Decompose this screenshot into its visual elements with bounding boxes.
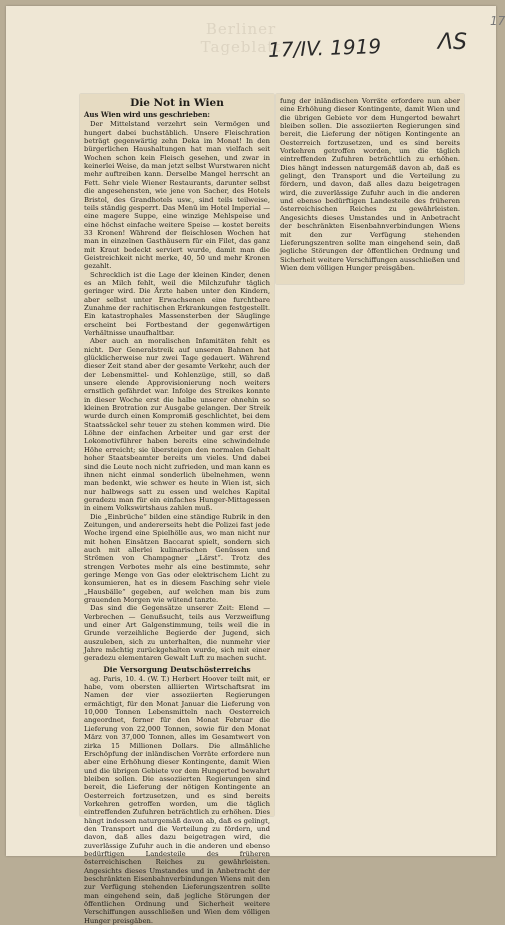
handwritten-reference: ΛS <box>438 30 468 55</box>
section-paragraph: ag. Paris, 10. 4. (W. T.) Herbert Hoover teilt mit, er habe, vom obersten alliierten Wirtschaftsrat im Namen der vier assoziierten Regierungen ermächtigt, für den Monat Januar die Lieferung von 10,000 Tonnen Lebensmitteln nach Oesterreich angeordnet, ferner für den Monat Februar die Lieferung von 22,000 Tonnen, sowie für den Monat März von 37,000 Tonnen, alles im Gesamtwert von zirka 15 Millionen Dollars. Die allmähliche Erschöpfung der inländischen Vorräte erfordere nun aber eine Erhöhung dieser Kontingente, damit Wien und die übrigen Gebiete vor dem Hungertod bewahrt bleiben sollen. Die assoziierten Regierungen sind bereit, die Lieferung der nötigen Kontingente an Oesterreich fortzusetzen, und es sind bereits Vorkehren getroffen worden, um die täglich eintreffenden Zufuhren beträchtlich zu erhöhen. Dies hängt indessen naturgemäß davon ab, daß es gelingt, den Transport und die Verteilung zu fördern, und davon, daß alles dazu beigetragen wird, die zuverlässige Zufuhr auch in die anderen und ebenso bedürftigen Landesteile des früheren österreichischen Reiches zu gewährleisten. Angesichts dieses Umstandes und in Anbetracht der beschränkten Eisenbahnverbindungen Wiens mit den zur Verfügung stehenden Lieferungszentren sollte man eingehend sein, daß jegliche Störungen der öffentlichen Ordnung und Sicherheit weitere Verschiffungen ausschließen und Wien dem völligen Hunger preisgäben. <box>84 674 270 925</box>
newspaper-clipping-main <box>80 94 274 925</box>
continuation-paragraph: fung der inländischen Vorräte erfordere nun aber eine Erhöhung dieser Kontingente, damit Wien und die übrigen Gebiete vor dem Hungertod bewahrt bleiben sollen. Die assoziierten Regierungen sind bereit, die Lieferung der nötigen Kontingente an Oesterreich fortzusetzen, und es sind bereits Vorkehren getroffen worden, um die täglich eintreffenden Zufuhren beträchtlich zu erhöhen. Dies hängt indessen naturgemäß davon ab, daß es gelingt, den Transport und die Verteilung zu fördern, und davon, daß alles dazu beigetragen wird, die zuverlässige Zufuhr auch in die anderen und ebenso bedürftigen Landesteile des früheren österreichischen Reiches zu gewährleisten. Angesichts dieses Umstandes und in Anbetracht der beschränkten Eisenbahnverbindungen Wiens mit den zur Verfügung stehenden Lieferungszentren sollte man eingehend sein, daß jegliche Störungen der öffentlichen Ordnung und Sicherheit weitere Verschiffungen ausschließen und Wien dem völligen Hunger preisgäben. <box>280 97 461 272</box>
article-headline: Die Not in Wien <box>130 97 224 109</box>
newspaper-clipping-continuation <box>276 94 464 284</box>
page-number: 17 <box>490 14 505 28</box>
article-paragraph: Die „Einbrüche“ bilden eine ständige Rubrik in den Zeitungen, und andererseits hebt die Polizei fast jede Woche irgend eine Spielhölle aus, wo man nicht nur mit hohen Einsätzen Baccarat spielt, sondern sich auch mit allerlei kulinarischen Genüssen und Strömen von Champagner „Lärst“. Trotz des strengen Verbotes mehr als eine bestimmte, sehr geringe Menge von Gas oder elektrischem Licht zu konsumieren, hat es in diesem Fasching sehr viele „Hausbälle“ gegeben, auf welchen man bis zum grauenden Morgen wie wütend tanzte. <box>84 512 270 604</box>
article-paragraph: Schrecklich ist die Lage der kleinen Kinder, denen es an Milch fehlt, weil die Milchzufuhr täglich geringer wird. Die Ärzte haben unter den Kindern, aber selbst unter Erwachsenen eine furchtbare Zunahme der rachitischen Erkrankungen festgestellt. Ein katastrophales Massensterben der Säuglinge erscheint bei Fortbestand der gegenwärtigen Verhältnisse unaufhaltbar. <box>84 270 270 337</box>
article-subhead: Aus Wien wird uns geschrieben: <box>84 110 210 119</box>
masthead-bleed: Berliner Tageblatt <box>200 20 282 56</box>
handwritten-date: 17/IV. 1919 <box>267 34 382 62</box>
article-paragraph: Der Mittelstand verzehrt sein Vermögen und hungert dabei buchstäblich. Unsere Fleischration beträgt gegenwärtig zehn Deka im Monat! In den bürgerlichen Haushaltungen hat man vielfach seit Wochen schon kein Fleisch gesehen, und zwar in keinerlei Weise, da man jetzt selbst Wurstwaren nicht mehr auftreiben kann. Derselbe Mangel herrscht an Fett. Sehr viele Wiener Restaurants, darunter selbst die angesehensten, wie jene von Sacher, des Hotels Bristol, des Grandhotels usw., sind teils teilweise, teils ständig gesperrt. Das Menü im Hotel Imperial — eine magere Suppe, eine winzige Mehlspeise und eine höchst einfache weitere Speise — kostet bereits 33 Kronen! Während der fleischlosen Wochen hat man in einzelnen Gasthäusern für ein Filet, das ganz mit Kraut bedeckt serviert wurde, damit man die Geistreichkeit nicht merke, 40, 50 und mehr Kronen gezahlt. <box>84 120 271 271</box>
section-title: Die Versorgung Deutschösterreichs <box>103 664 251 674</box>
article-paragraph: Aber auch an moralischen Infamitäten fehlt es nicht. Der Generalstreik auf unseren Bahnen hat glücklicherweise nur zwei Tage gedauert. Während dieser Zeit stand aber der gesamte Verkehr, auch der der Lebensmittel- und Kohlenzüge, still, so daß unsere elende Approvisionierung noch weiters ernstlich gefährdet war. Infolge des Streikes konnte in dieser Woche erst die halbe unserer ohnehin so kleinen Brotration zur Ausgabe gelangen. Der Streik wurde durch einen Kompromiß geschlichtet, bei dem Staatssäckel sehr teuer zu stehen kommen wird. Die Löhne der einfachen Arbeiter und gar erst der Lokomotivführer haben bereits eine schwindelnde Höhe erreicht; sie übersteigen den normalen Gehalt hoher Staatsbeamter bereits um vieles. Und dabei sind die Leute noch nicht zufrieden, und man kann es ihnen nicht einmal sonderlich übelnehmen, wenn man bedenkt, wie schwer es heute in Wien ist, sich nur halbwegs satt zu essen und welches Kapital geradezu man für ein einfaches Hunger-Mittagessen in einem Volkswirtshaus zahlen muß. <box>84 337 270 513</box>
article-paragraph: Das sind die Gegensätze unserer Zeit: Elend — Verbrechen — Genußsucht, teils aus Verzweiflung und einer Art Galgenstimmung, teils weil die in Grunde verzeihliche Begierde der Jugend, sich auszuleben, sich zu unterhalten, die nunmehr vier Jahre mächtig zurückgehalten wurde, sich mit einer geradezu elementaren Gewalt Luft zu machen sucht. <box>84 604 270 663</box>
